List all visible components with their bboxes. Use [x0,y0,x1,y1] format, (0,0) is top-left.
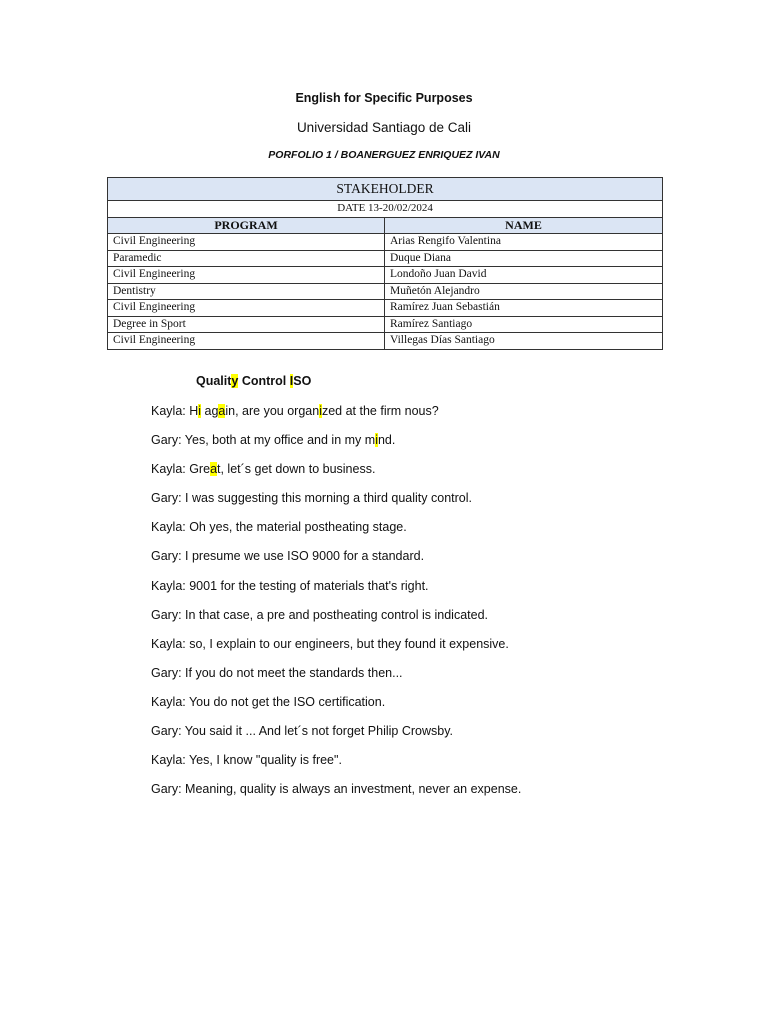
column-header-row [108,217,663,234]
text-segment: Gary: I was suggesting this morning a third quality control. [151,491,472,506]
dialogue-line [151,519,691,548]
name-cell: Villegas Días Santiago [385,333,663,350]
highlighted-text: I [289,374,294,388]
program-cell: Civil Engineering [108,234,385,251]
dialogue-line [151,578,691,607]
program-cell: Degree in Sport [108,316,385,333]
program-cell: Civil Engineering [108,300,385,317]
text-segment: in, are you organ [225,404,320,418]
name-cell: Arias Rengifo Valentina [385,234,663,251]
stakeholder-table [107,177,663,350]
text-segment: Gary: Meaning, quality is always an investment, never an expense. [151,782,522,797]
dialogue-line [151,665,691,694]
table-row [108,234,663,251]
date-row [108,201,663,218]
text-segment: Kayla: H [151,404,199,418]
text-segment: Gary: I presume we use ISO 9000 for a standard. [151,549,425,564]
text-segment: Kayla: Gre [151,462,211,477]
text-segment: Control [238,374,290,388]
program-cell: Civil Engineering [108,267,385,284]
highlighted-text: y [231,374,239,388]
program-cell: Civil Engineering [108,333,385,350]
name-cell: Muñetón Alejandro [385,283,663,300]
program-cell: Dentistry [108,283,385,300]
text-segment: SO [293,374,312,388]
name-cell: Duque Diana [385,250,663,267]
date-cell: DATE 13-20/02/2024 [108,201,663,218]
highlighted-text: i [375,433,378,448]
text-segment: ag [201,404,219,418]
program-cell: Paramedic [108,250,385,267]
dialogue-line [151,752,691,781]
name-cell: Ramírez Juan Sebastián [385,300,663,317]
text-segment: t, let´s get down to business. [217,462,376,477]
dialogue-line [151,694,691,723]
text-segment: Kayla: You do not get the ISO certification. [151,694,386,709]
name-cell: Londoño Juan David [385,267,663,284]
text-segment: Qualit [196,374,232,388]
highlighted-text: a [218,404,226,418]
table-row [108,267,663,284]
table-row [108,250,663,267]
stakeholder-heading-row [108,178,663,201]
text-segment: Kayla: so, I explain to our engineers, but they found it expensive. [151,636,509,651]
text-segment: Kayla: 9001 for the testing of materials that's right. [151,578,429,593]
column-header-name: NAME [385,217,663,234]
dialogue [151,403,691,810]
text-segment: Gary: Yes, both at my office and in my m [151,433,376,448]
dialogue-line [151,636,691,665]
dialogue-line [151,432,691,461]
highlighted-text: i [198,404,202,418]
text-segment: Gary: If you do not meet the standards then... [151,665,403,680]
table-row [108,300,663,317]
table-row [108,316,663,333]
dialogue-line [151,490,691,519]
text-segment: Kayla: Yes, I know "quality is free". [151,753,342,768]
highlighted-text: i [319,404,322,418]
dialogue-line [151,548,691,577]
highlighted-text: a [210,462,218,477]
table-row [108,283,663,300]
table-row [108,333,663,350]
dialogue-line [151,607,691,636]
text-segment: Gary: You said it ... And let´s not forget Philip Crowsby. [151,724,454,739]
section-title [196,374,311,388]
text-segment: nd. [377,433,396,448]
document-title: English for Specific Purposes [295,91,473,105]
dialogue-line [151,461,691,490]
text-segment: Gary: In that case, a pre and postheating control is indicated. [151,607,489,622]
portfolio-heading: PORFOLIO 1 / BOANERGUEZ ENRIQUEZ IVAN [268,149,500,161]
name-cell: Ramírez Santiago [385,316,663,333]
text-segment: zed at the firm nous? [321,404,439,418]
stakeholder-heading: STAKEHOLDER [108,178,663,201]
university-name: Universidad Santiago de Cali [296,120,472,135]
text-segment: Kayla: Oh yes, the material postheating stage. [151,520,407,535]
dialogue-line [151,781,691,810]
dialogue-line [151,723,691,752]
column-header-program: PROGRAM [108,217,385,234]
dialogue-line [151,403,691,432]
